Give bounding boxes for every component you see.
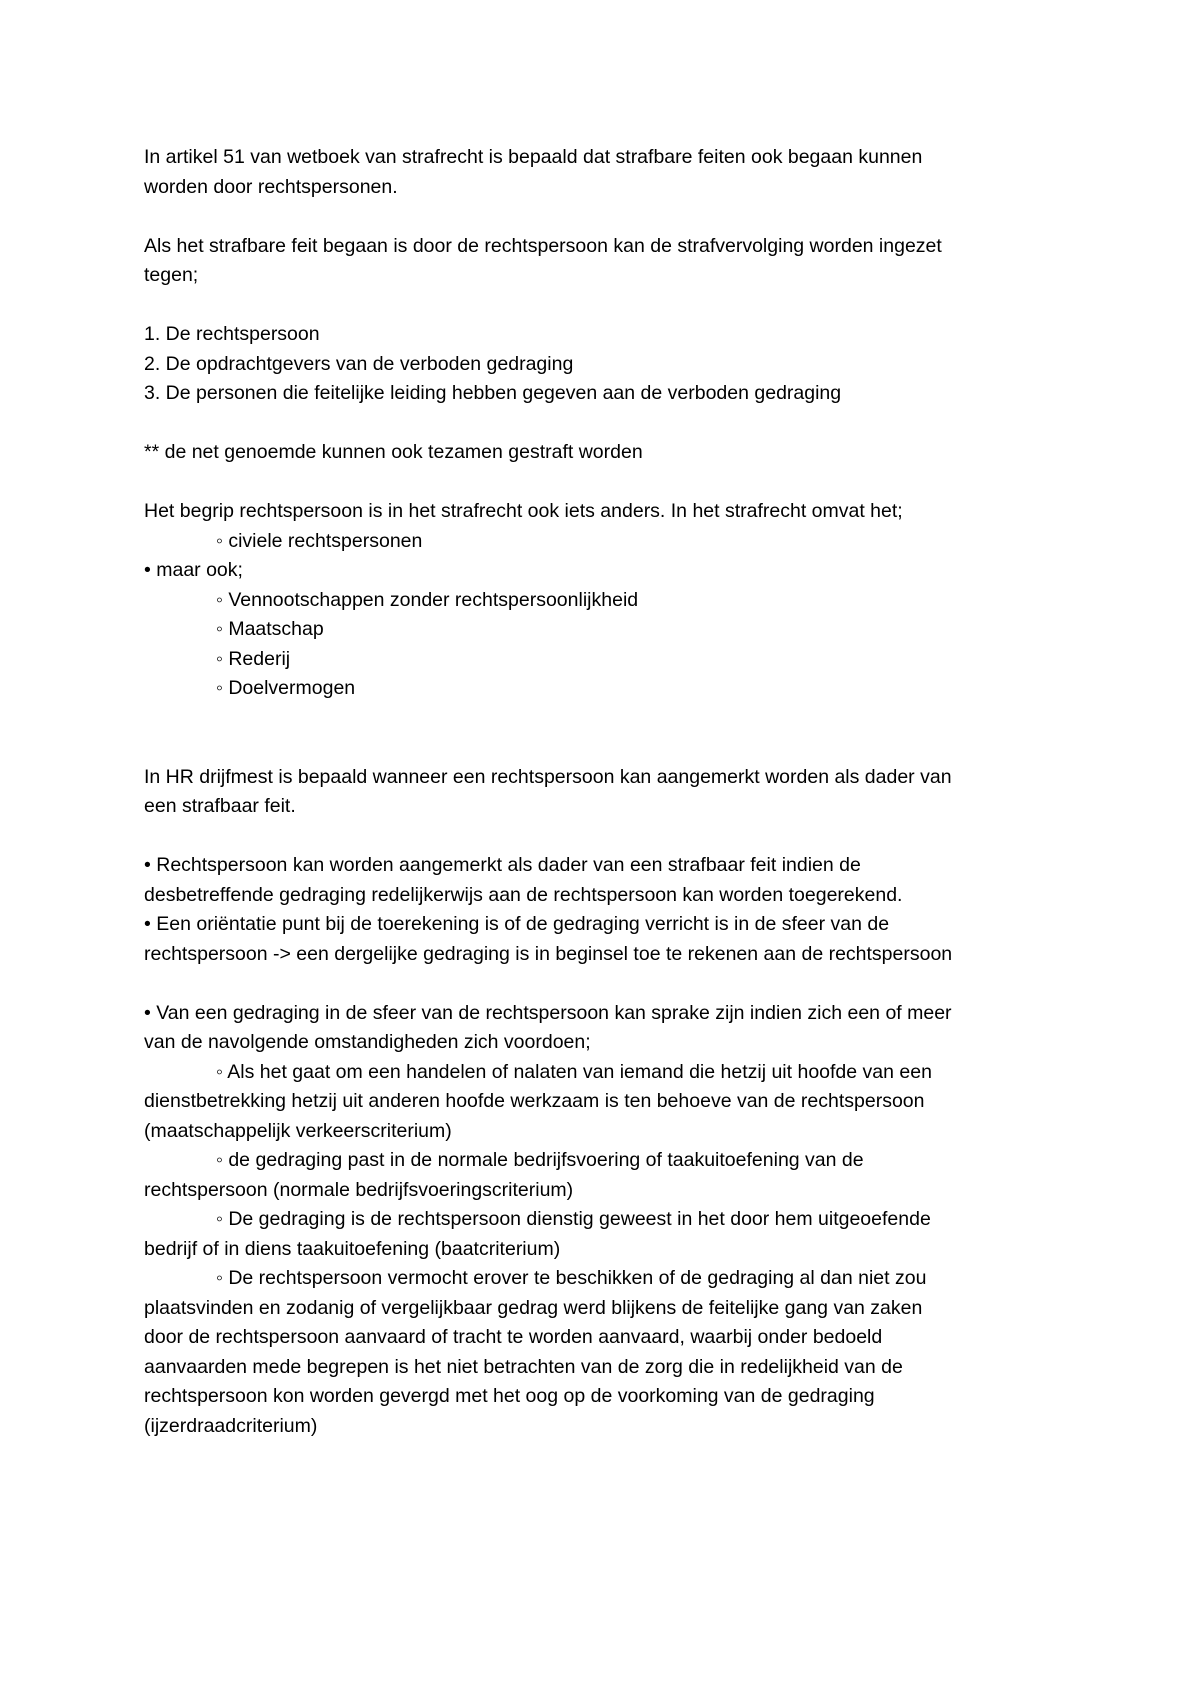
bullet-item: • Rechtspersoon kan worden aangemerkt als dader van een strafbaar feit indien de bbox=[144, 854, 861, 876]
text-line: rechtspersoon kon worden gevergd met het oog op de voorkoming van de gedraging bbox=[144, 1385, 875, 1407]
text-line: worden door rechtspersonen. bbox=[144, 175, 398, 198]
text-line: Het begrip rechtspersoon is in het strafrecht ook iets anders. In het strafrecht omvat het; bbox=[144, 500, 903, 522]
document-body bbox=[144, 143, 1084, 1441]
sub-list-item: ◦ Doelvermogen bbox=[216, 677, 356, 699]
criterion-item: ◦ De rechtspersoon vermocht erover te beschikken of de gedraging al dan niet zou bbox=[216, 1267, 927, 1289]
text-line: ** de net genoemde kunnen ook tezamen gestraft worden bbox=[144, 441, 643, 463]
paragraph-hr-drijfmest bbox=[144, 763, 1084, 822]
list-item: 1. De rechtspersoon bbox=[144, 323, 320, 345]
text-line: Als het strafbare feit begaan is door de rechtspersoon kan de strafvervolging worden ingezet bbox=[144, 234, 942, 257]
text-line: In HR drijfmest is bepaald wanneer een rechtspersoon kan aangemerkt worden als dader van bbox=[144, 765, 952, 788]
criterion-item: ◦ de gedraging past in de normale bedrijfsvoering of taakuitoefening van de bbox=[216, 1149, 864, 1171]
text-line: tegen; bbox=[144, 264, 199, 286]
text-line: In artikel 51 van wetboek van strafrecht is bepaald dat strafbare feiten ook begaan kunnen bbox=[144, 146, 923, 168]
sub-list-item: ◦ Vennootschappen zonder rechtspersoonlijkheid bbox=[216, 588, 639, 611]
text-line: dienstbetrekking hetzij uit anderen hoofde werkzaam is ten behoeve van de rechtspersoon bbox=[144, 1090, 925, 1112]
bullet-item: • maar ook; bbox=[144, 559, 243, 581]
text-line: (maatschappelijk verkeerscriterium) bbox=[144, 1119, 452, 1142]
text-line: rechtspersoon (normale bedrijfsvoeringscriterium) bbox=[144, 1178, 574, 1201]
bullet-item: • Een oriëntatie punt bij de toerekening is of de gedraging verricht is in de sfeer van de bbox=[144, 913, 890, 935]
list-item: 2. De opdrachtgevers van de verboden gedraging bbox=[144, 352, 574, 375]
text-line: plaatsvinden en zodanig of vergelijkbaar gedrag werd blijkens de feitelijke gang van zaken bbox=[144, 1296, 923, 1319]
text-line: van de navolgende omstandigheden zich voordoen; bbox=[144, 1031, 591, 1053]
criterion-item: ◦ Als het gaat om een handelen of nalaten van iemand die hetzij uit hoofde van een bbox=[216, 1060, 932, 1083]
note-line bbox=[144, 438, 1084, 468]
numbered-list bbox=[144, 320, 1084, 409]
paragraph-artikel-51 bbox=[144, 143, 1084, 202]
bullet-list-toerekening bbox=[144, 851, 1084, 969]
paragraph-strafvervolging bbox=[144, 232, 1084, 291]
text-line: (ijzerdraadcriterium) bbox=[144, 1414, 318, 1437]
sub-list-item: ◦ Maatschap bbox=[216, 618, 324, 640]
bullet-item: • Van een gedraging in de sfeer van de rechtspersoon kan sprake zijn indien zich een of meer bbox=[144, 1001, 952, 1024]
text-line: door de rechtspersoon aanvaard of tracht te worden aanvaard, waarbij onder bedoeld bbox=[144, 1326, 883, 1348]
criteria-section bbox=[144, 999, 1084, 1442]
text-line: aanvaarden mede begrepen is het niet betrachten van de zorg die in redelijkheid van de bbox=[144, 1355, 903, 1378]
text-line: desbetreffende gedraging redelijkerwijs aan de rechtspersoon kan worden toegerekend. bbox=[144, 883, 903, 906]
sub-list-item: ◦ Rederij bbox=[216, 647, 291, 670]
list-item: 3. De personen die feitelijke leiding hebben gegeven aan de verboden gedraging bbox=[144, 382, 842, 404]
text-line: een strafbaar feit. bbox=[144, 795, 296, 817]
criterion-item: ◦ De gedraging is de rechtspersoon dienstig geweest in het door hem uitgeoefende bbox=[216, 1208, 931, 1230]
text-line: bedrijf of in diens taakuitoefening (baatcriterium) bbox=[144, 1237, 561, 1260]
sub-list-item: ◦ civiele rechtspersonen bbox=[216, 529, 423, 552]
begrip-rechtspersoon-section bbox=[144, 497, 1084, 704]
text-line: rechtspersoon -> een dergelijke gedraging is in beginsel toe te rekenen aan de rechtspersoon bbox=[144, 942, 953, 965]
